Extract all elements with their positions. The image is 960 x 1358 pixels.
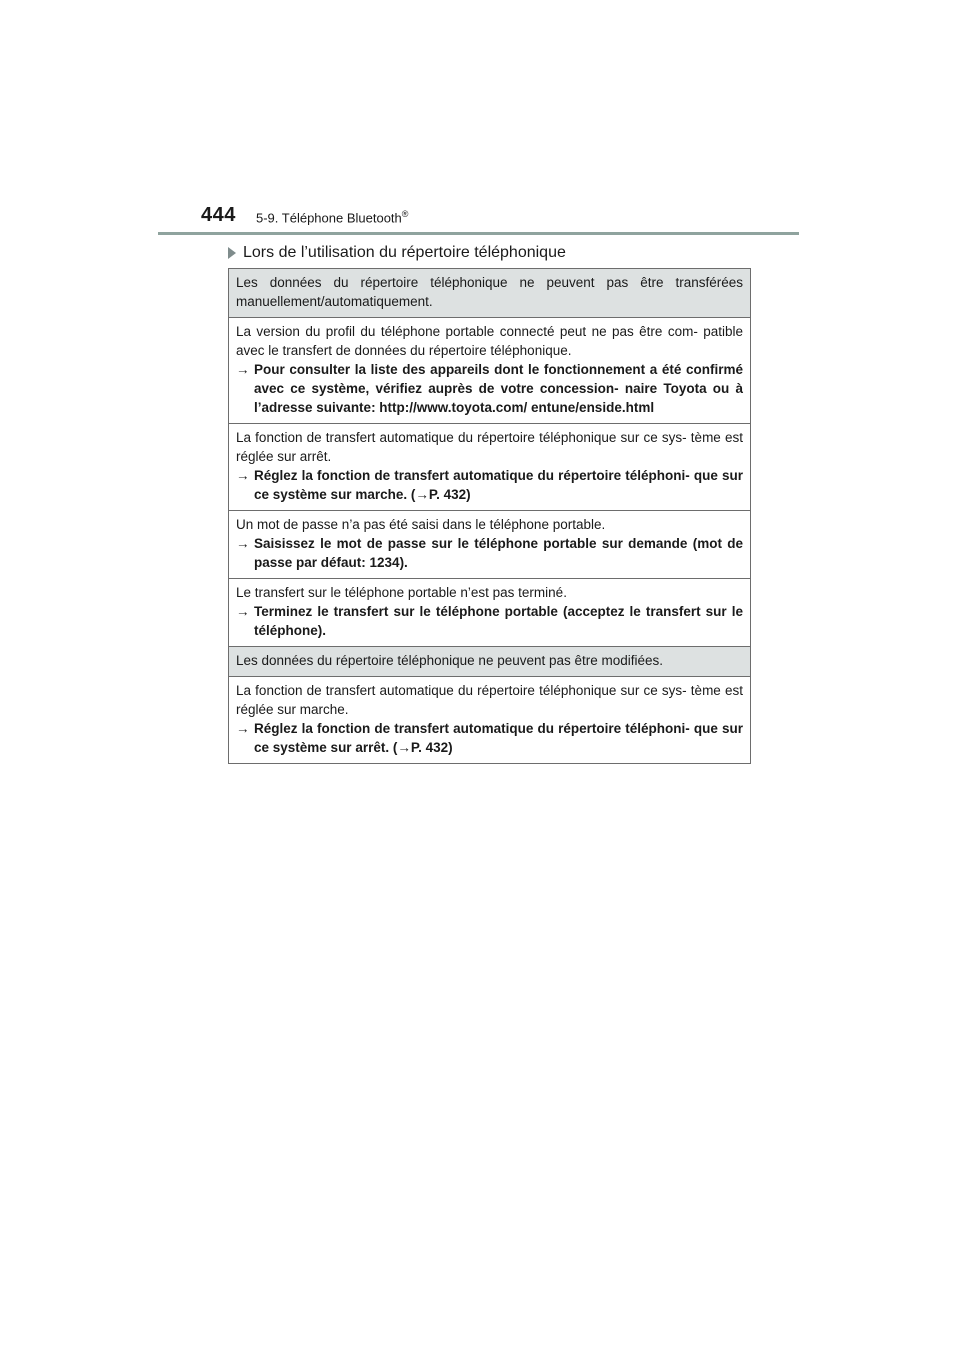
section-heading-text: Lors de l’utilisation du répertoire téléphonique [243, 244, 566, 261]
remedy [236, 360, 743, 417]
symptom-row [229, 647, 751, 677]
cause-cell [229, 579, 751, 647]
section-heading [228, 244, 566, 262]
arrow-right-icon: → [236, 604, 250, 619]
cause-row [229, 318, 751, 424]
cause-text: La fonction de transfert automatique du répertoire téléphonique sur ce sys- tème est réglée sur arrêt. [236, 430, 743, 464]
cause-text: La fonction de transfert automatique du répertoire téléphonique sur ce sys- tème est réglée sur marche. [236, 683, 743, 717]
arrow-right-icon: → [236, 362, 250, 377]
symptom-row [229, 269, 751, 318]
remedy [236, 719, 743, 757]
arrow-right-icon: → [236, 468, 250, 483]
symptom-cell: Les données du répertoire téléphonique ne peuvent pas être transférées manuellement/automatiquement. [229, 269, 751, 318]
symptom-cell: Les données du répertoire téléphonique ne peuvent pas être modifiées. [229, 647, 751, 677]
registered-mark: ® [401, 209, 409, 219]
remedy-text: Saisissez le mot de passe sur le téléphone portable sur demande (mot de passe par défaut: 1234). [254, 536, 743, 570]
arrow-right-icon: → [236, 536, 250, 551]
cause-cell [229, 511, 751, 579]
remedy [236, 466, 743, 504]
arrow-right-icon: → [236, 721, 250, 736]
page-number: 444 [201, 204, 236, 226]
running-header [256, 209, 408, 225]
cause-cell [229, 424, 751, 511]
cause-row [229, 511, 751, 579]
header-rule [158, 232, 799, 235]
remedy [236, 534, 743, 572]
remedy-text: Terminez le transfert sur le téléphone portable (acceptez le transfert sur le téléphone). [254, 604, 743, 638]
troubleshooting-table [228, 268, 751, 764]
remedy-text: Réglez la fonction de transfert automatique du répertoire téléphoni- que sur ce système sur arrêt. (→P. 432) [254, 721, 743, 755]
triangle-bullet-icon [228, 247, 236, 259]
cause-cell [229, 318, 751, 424]
cause-row [229, 677, 751, 764]
remedy-text: Pour consulter la liste des appareils dont le fonctionnement a été confirmé avec ce système, vérifiez auprès de votre concession- naire Toyota ou à l’adresse suivante: http://www.toyota.com/ entune/enside.html [254, 362, 743, 415]
remedy [236, 602, 743, 640]
cause-text: Le transfert sur le téléphone portable n’est pas terminé. [236, 585, 567, 600]
remedy-text: Réglez la fonction de transfert automatique du répertoire téléphoni- que sur ce système sur marche. (→P. 432) [254, 468, 743, 502]
cause-text: La version du profil du téléphone portable connecté peut ne pas être com- patible avec le transfert de données du répertoire téléphonique. [236, 324, 743, 358]
cause-cell [229, 677, 751, 764]
section-title: 5-9. Téléphone Bluetooth [256, 210, 402, 226]
cause-row [229, 579, 751, 647]
cause-row [229, 424, 751, 511]
cause-text: Un mot de passe n’a pas été saisi dans le téléphone portable. [236, 517, 606, 532]
